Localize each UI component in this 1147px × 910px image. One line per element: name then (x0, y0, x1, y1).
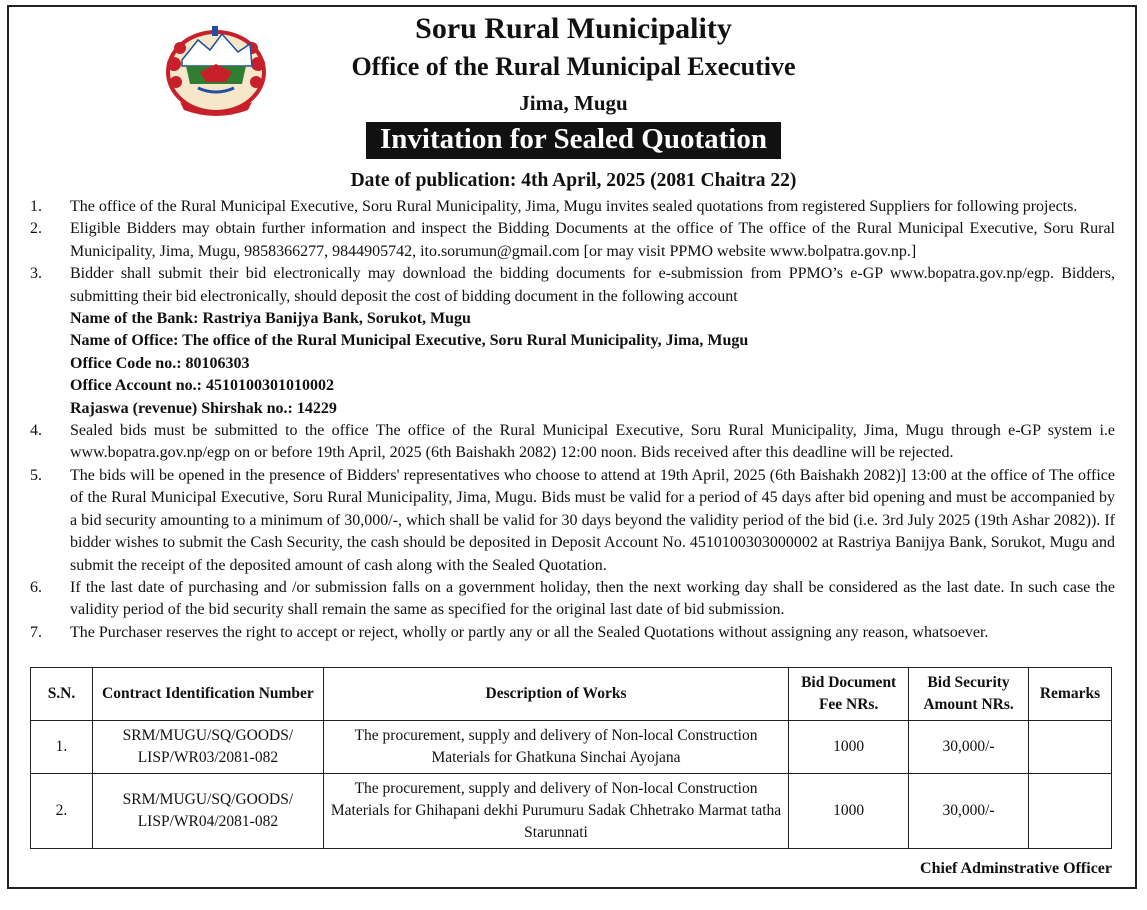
item-number: 2. (30, 220, 42, 238)
table-row (31, 774, 1112, 849)
item-text: Eligible Bidders may obtain further information and inspect the Bidding Documents at the office of The office of the Rural Municipal Executive, Soru Rural Municipality, Jima, Mugu, 9858366277, 9844905742, ito.sorumun@gmail.com [or may visit PPMO website www.bolpatra.gov.np.] (70, 220, 1115, 260)
item-number: 7. (30, 623, 42, 641)
cell-remarks (1029, 774, 1112, 849)
header-fee: Bid Document Fee NRs. (789, 668, 909, 721)
item-text: The bids will be opened in the presence of Bidders' representatives who choose to attend at 19th April, 2025 (6th Baishakh 2082)] 13:00 at the office of The office of the Rural Municipal Executive, Soru Rural Municipality, Jima, Mugu. Bids must be valid for a period of 45 days after bid opening and must be accompanied by a bid security amounting to a minimum of 30,000/-, which shall be valid for 30 days beyond the validity period of the bid (i.e. 3rd July 2025 (19th Ashar 2082)). If bidder wishes to submit the Cash Security, the cash should be deposited in Deposit Account No. 4510100303000002 at Rastriya Banijya Bank, Sorukot, Mugu and submit the receipt of the deposited amount of cash along with the Sealed Quotation. (70, 466, 1115, 574)
publication-date: Date of publication: 4th April, 2025 (2081 Chaitra 22) (350, 170, 797, 191)
cell-description: The procurement, supply and delivery of Non-local Construction Materials for Ghatkuna Sinchai Ayojana (323, 721, 788, 774)
notice-item (30, 420, 1115, 465)
municipality-title: Soru Rural Municipality (415, 12, 732, 45)
cell-description: The procurement, supply and delivery of Non-local Construction Materials for Ghihapani dekhi Purumuru Sadak Chhetrako Marmat tatha Starunnati (323, 774, 788, 849)
cell-sn: 2. (31, 774, 93, 849)
header-contract-id: Contract Identification Number (92, 668, 323, 721)
item-number: 1. (30, 198, 42, 215)
table-header-row (31, 668, 1112, 721)
bank-name: Name of the Bank: Rastriya Banijya Bank, Sorukot, Mugu (70, 310, 471, 328)
notice-banner: Invitation for Sealed Quotation (366, 122, 781, 159)
header-description: Description of Works (323, 668, 788, 721)
works-table (30, 667, 1112, 849)
notice-item (30, 622, 1115, 644)
item-number: 3. (30, 265, 42, 283)
cell-fee: 1000 (789, 774, 909, 849)
item-text: The Purchaser reserves the right to accept or reject, wholly or partly any or all the Sealed Quotations without assigning any reason, whatsoever. (70, 623, 989, 641)
notice-items (30, 196, 1115, 644)
office-name: Name of Office: The office of the Rural Municipal Executive, Soru Rural Municipality, Jima, Mugu (70, 332, 749, 350)
item-number: 4. (30, 422, 42, 440)
cell-fee: 1000 (789, 721, 909, 774)
notice-item (30, 263, 1115, 420)
item-number: 5. (30, 466, 42, 484)
table-row (31, 721, 1112, 774)
revenue-shirshak: Rajaswa (revenue) Shirshak no.: 14229 (70, 399, 337, 417)
notice-item (30, 577, 1115, 622)
office-title: Office of the Rural Municipal Executive (351, 52, 796, 81)
notice-item (30, 196, 1115, 218)
item-text: If the last date of purchasing and /or submission falls on a government holiday, then the next working day shall be considered as the last date. In such case the validity period of the bid security shall remain the same as specified for the original last date of bid submission. (70, 578, 1115, 619)
cell-security: 30,000/- (909, 774, 1029, 849)
item-number: 6. (30, 578, 42, 596)
office-code: Office Code no.: 80106303 (70, 354, 250, 372)
cell-remarks (1029, 721, 1112, 774)
location-title: Jima, Mugu (519, 91, 628, 115)
item-body (70, 263, 1115, 420)
item-text: The office of the Rural Municipal Executive, Soru Rural Municipality, Jima, Mugu invites sealed quotations from registered Suppliers for following projects. (70, 198, 1078, 215)
item-text: Sealed bids must be submitted to the office The office of the Rural Municipal Executive, Soru Rural Municipality, Jima, Mugu through e-GP system i.e www.bopatra.gov.np/egp on or before 19th April, 2025 (6th Baishakh 2082) 12:00 noon. Bids received after this deadline will be rejected. (70, 422, 1115, 462)
header-security: Bid Security Amount NRs. (909, 668, 1029, 721)
cell-security: 30,000/- (909, 721, 1029, 774)
item-text: Bidder shall submit their bid electronically may download the bidding documents for e-submission from PPMO’s e-GP www.bopatra.gov.np/egp. Bidders, submitting their bid electronically, should deposit the cost of bidding document in the following account (70, 265, 1115, 305)
notice-item (30, 465, 1115, 577)
cell-sn: 1. (31, 721, 93, 774)
header-sn: S.N. (31, 668, 93, 721)
cell-contract-id: SRM/MUGU/SQ/GOODS/ LISP/WR04/2081-082 (92, 774, 323, 849)
signatory: Chief Adminstrative Officer (920, 860, 1112, 877)
office-account: Office Account no.: 4510100301010002 (70, 377, 334, 395)
notice-item (30, 218, 1115, 263)
cell-contract-id: SRM/MUGU/SQ/GOODS/ LISP/WR03/2081-082 (92, 721, 323, 774)
header-remarks: Remarks (1029, 668, 1112, 721)
